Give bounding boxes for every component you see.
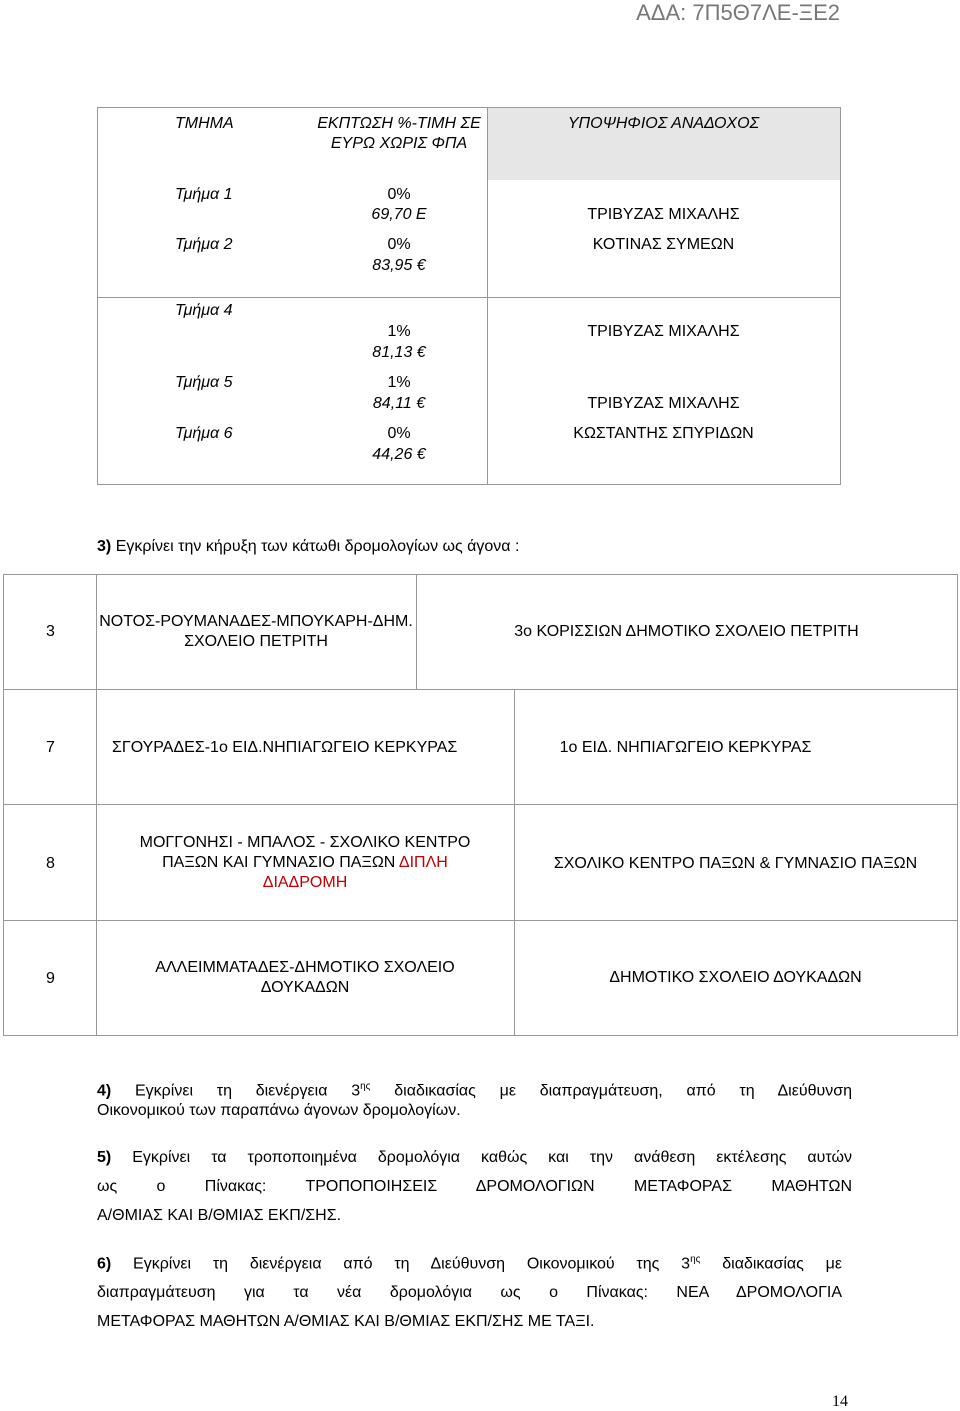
table-row — [4, 921, 957, 1035]
table-row-tmima: Τμήμα 5 — [175, 374, 233, 391]
price-value: 81,13 — [372, 344, 417, 361]
section-6 — [97, 1245, 842, 1336]
route-number: 9 — [46, 970, 55, 987]
section-4 — [97, 1077, 852, 1121]
table-row-pct: 0% — [387, 186, 411, 203]
section-number: 6) — [97, 1255, 112, 1273]
route-line: ΝΟΤΟΣ-ΡΟΥΜΑΝΑΔΕΣ-ΜΠΟΥΚΑΡΗ-ΔΗΜ. — [99, 613, 413, 630]
section-line — [97, 1245, 842, 1278]
section-line — [97, 1077, 852, 1101]
route-line: ΑΛΛΕΙΜΜΑΤΑΔΕΣ-ΔΗΜΟΤΙΚΟ ΣΧΟΛΕΙΟ — [155, 959, 455, 976]
section-text: Εγκρίνει τη διενέργεια από τη Διεύθυνση Οικονομικού της 3 — [133, 1255, 691, 1273]
table-row-pct: 0% — [387, 425, 411, 442]
route-description — [96, 612, 416, 652]
section-line — [97, 1143, 852, 1172]
section-text: διαδικασίας με — [722, 1255, 843, 1273]
table-row-contractor: ΚΩΣΤΑΝΤΗΣ ΣΠΥΡΙΔΩΝ — [573, 425, 754, 442]
barren-routes-table — [3, 574, 958, 1036]
route-description — [96, 833, 514, 893]
superscript: ης — [360, 1081, 371, 1092]
row-divider — [98, 297, 840, 298]
table-row-pct: 0% — [387, 236, 411, 253]
euro-icon: € — [416, 344, 426, 361]
section-line: διαπραγμάτευση για τα νέα δρομολόγια ως ο Πίνακας: ΝΕΑ ΔΡΟΜΟΛΟΓΙΑ — [97, 1284, 842, 1302]
table-row-price — [314, 256, 484, 276]
header-contractor: ΥΠΟΨΗΦΙΟΣ ΑΝΑΔΟΧΟΣ — [567, 115, 760, 132]
table-row — [4, 805, 957, 921]
price-value: 44,26 — [372, 446, 417, 463]
route-line: ΔΟΥΚΑΔΩΝ — [260, 979, 350, 996]
route-highlight: ΔΙΑΔΡΟΜΗ — [262, 874, 348, 891]
award-table — [97, 107, 841, 485]
price-value: 84,11 — [372, 395, 417, 412]
table-row-price — [314, 394, 484, 414]
route-number: 8 — [46, 855, 55, 872]
superscript: ης — [690, 1254, 701, 1265]
section-line: ως ο Πίνακας: ΤΡΟΠΟΠΟΙΗΣΕΙΣ ΔΡΟΜΟΛΟΓΙΩΝ ΜΕΤΑΦΟΡΑΣ ΜΑΘΗΤΩΝ — [97, 1178, 852, 1195]
euro-icon: € — [416, 446, 426, 463]
route-school: 1ο ΕΙΔ. ΝΗΠΙΑΓΩΓΕΙΟ ΚΕΡΚΥΡΑΣ — [559, 739, 812, 756]
route-number: 3 — [46, 623, 55, 640]
section-line: Οικονομικού των παραπάνω άγονων δρομολογίων. — [97, 1102, 461, 1120]
section-number: 4) — [97, 1082, 112, 1100]
table-row — [4, 690, 957, 805]
route-school: ΣΧΟΛΙΚΟ ΚΕΝΤΡΟ ΠΑΞΩΝ & ΓΥΜΝΑΣΙΟ ΠΑΞΩΝ — [553, 855, 918, 872]
euro-icon: € — [416, 395, 426, 412]
route-number: 7 — [46, 739, 55, 756]
euro-icon: € — [416, 257, 426, 274]
route-description: ΣΓΟΥΡΑΔΕΣ-1ο ΕΙΔ.ΝΗΠΙΑΓΩΓΕΙΟ ΚΕΡΚΥΡΑΣ — [112, 739, 458, 756]
section-3 — [97, 537, 519, 557]
table-row-tmima: Τμήμα 4 — [175, 302, 233, 319]
table-row-tmima: Τμήμα 2 — [175, 236, 233, 253]
header-tmima: ΤΜΗΜΑ — [175, 115, 234, 132]
section-text: Εγκρίνει την κήρυξη των κάτωθι δρομολογίων ως άγονα : — [115, 538, 520, 555]
section-text: Εγκρίνει τη διενέργεια 3 — [134, 1082, 361, 1100]
route-school: 3ο ΚΟΡΙΣΣΙΩΝ ΔΗΜΟΤΙΚΟ ΣΧΟΛΕΙΟ ΠΕΤΡΙΤΗ — [514, 623, 859, 640]
table-row-price — [314, 343, 484, 363]
page-number: 14 — [832, 1393, 848, 1410]
route-school: ΔΗΜΟΤΙΚΟ ΣΧΟΛΕΙΟ ΔΟΥΚΑΔΩΝ — [609, 969, 862, 986]
route-line — [96, 853, 514, 873]
section-number: 3) — [97, 538, 112, 555]
table-row-price: 69,70 Ε — [371, 206, 427, 223]
table-row-price — [314, 445, 484, 465]
table-row-tmima: Τμήμα 6 — [175, 425, 233, 442]
table-row-contractor: ΤΡΙΒΥΖΑΣ ΜΙΧΑΛΗΣ — [587, 395, 740, 412]
column-divider — [96, 690, 97, 805]
section-5 — [97, 1143, 852, 1230]
table-row-contractor: ΤΡΙΒΥΖΑΣ ΜΙΧΑΛΗΣ — [587, 323, 740, 340]
table-row-contractor: ΚΟΤΙΝΑΣ ΣΥΜΕΩΝ — [592, 236, 735, 253]
section-line: ΜΕΤΑΦΟΡΑΣ ΜΑΘΗΤΩΝ Α/ΘΜΙΑΣ ΚΑΙ Β/ΘΜΙΑΣ ΕΚΠ/ΣΗΣ ΜΕ ΤΑΞΙ. — [97, 1313, 595, 1331]
section-text: Εγκρίνει τα τροποποιημένα δρομολόγια καθώς και την ανάθεση εκτέλεσης αυτών — [132, 1149, 852, 1166]
section-text: διαδικασίας με διαπραγμάτευση, από τη Διεύθυνση — [394, 1082, 852, 1100]
section-line: Α/ΘΜΙΑΣ ΚΑΙ Β/ΘΜΙΑΣ ΕΚΠ/ΣΗΣ. — [97, 1207, 342, 1224]
route-line: ΜΟΓΓΟΝΗΣΙ - ΜΠΑΛΟΣ - ΣΧΟΛΙΚΟ ΚΕΝΤΡΟ — [139, 834, 471, 851]
route-highlight: ΔΙΠΛΗ — [398, 854, 448, 871]
table-row-tmima: Τμήμα 1 — [175, 186, 233, 203]
route-text: ΠΑΞΩΝ ΚΑΙ ΓΥΜΝΑΣΙΟ ΠΑΞΩΝ — [162, 854, 396, 871]
table-row-contractor: ΤΡΙΒΥΖΑΣ ΜΙΧΑΛΗΣ — [587, 206, 740, 223]
table-row-pct: 1% — [387, 374, 411, 391]
route-description — [96, 958, 514, 998]
section-number: 5) — [97, 1149, 112, 1166]
header-discount: ΕΚΠΤΩΣΗ %-ΤΙΜΗ ΣΕ ΕΥΡΩ ΧΩΡΙΣ ΦΠΑ — [317, 115, 481, 152]
table-row — [4, 575, 957, 690]
table-row-pct: 1% — [387, 323, 411, 340]
route-line: ΣΧΟΛΕΙΟ ΠΕΤΡΙΤΗ — [184, 633, 328, 650]
ada-code: ΑΔΑ: 7Π5Θ7ΛΕ-ΞΕ2 — [636, 0, 840, 25]
price-value: 83,95 — [372, 257, 417, 274]
